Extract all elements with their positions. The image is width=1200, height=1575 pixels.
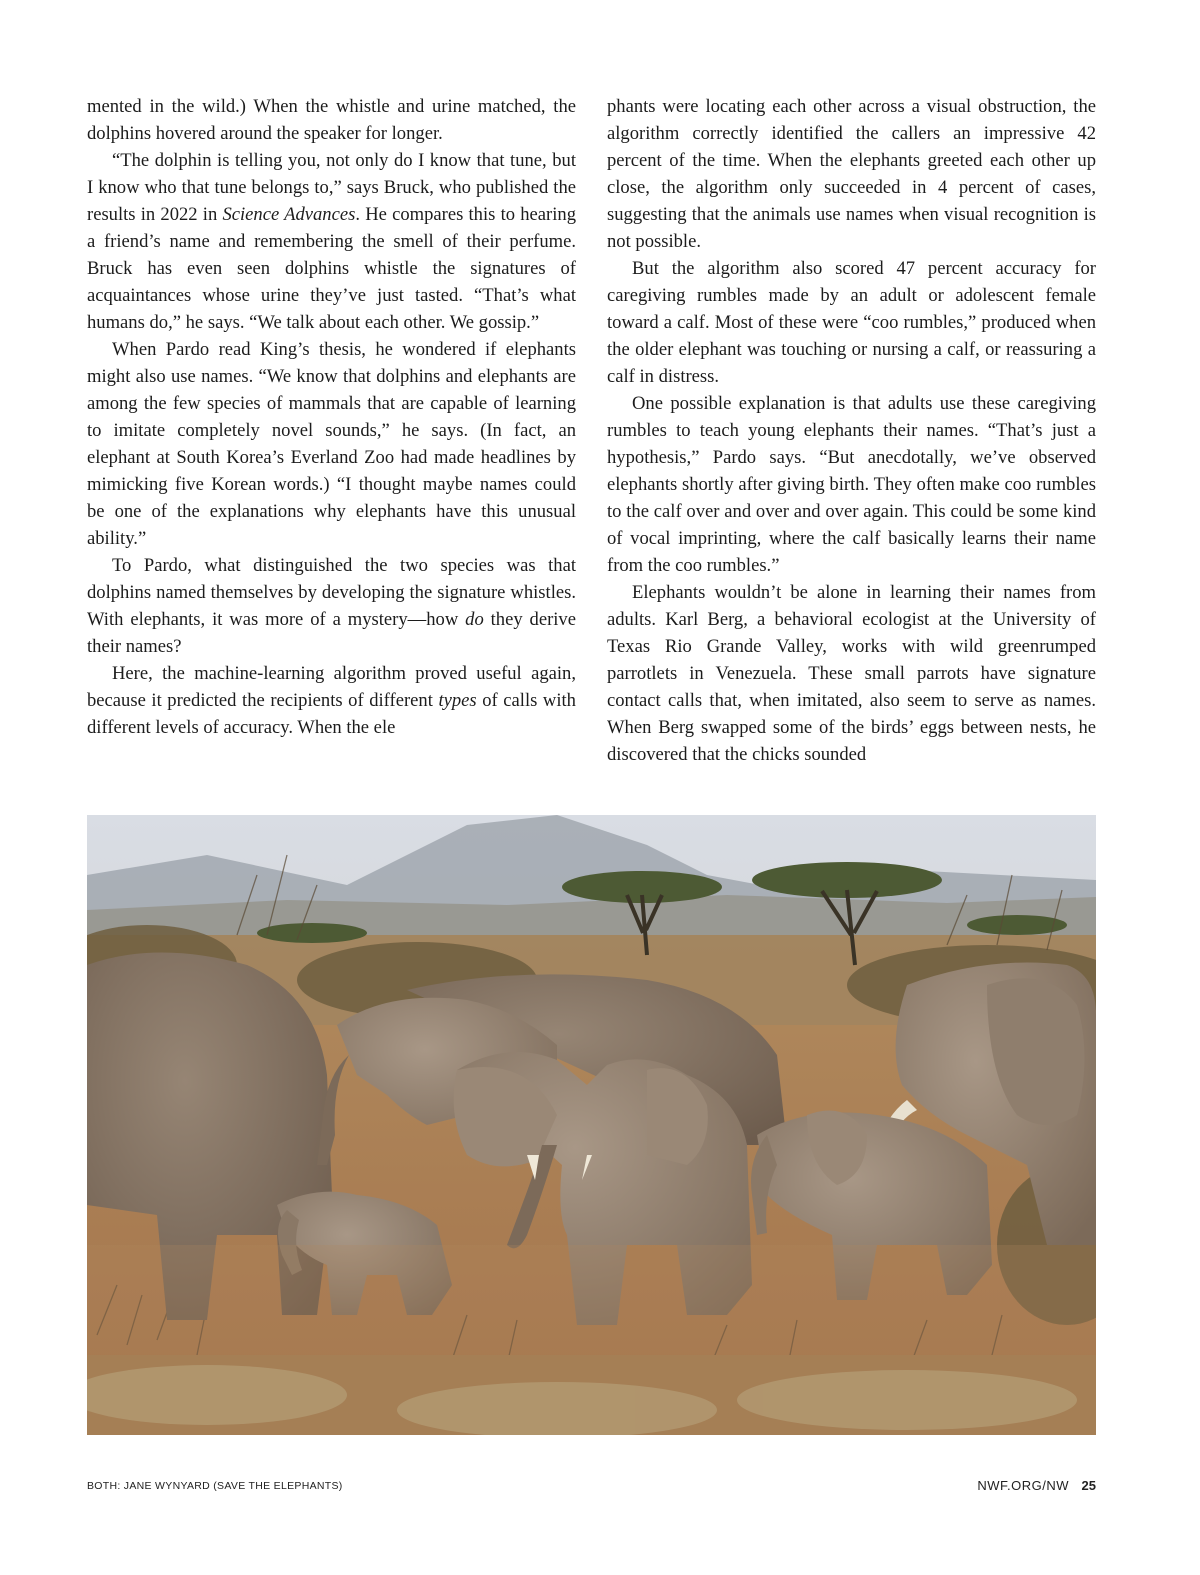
text-run: Elephants wouldn’t be alone in learning their names from adults. Karl Berg, a behavioral ecologist at the University of Texas Rio Grande Valley, works with wild greenrumped parrotlets in Venezuela. These small parrots have signature contact calls that, when imitated, also seem to serve as names. When Berg swapped some of the birds’ eggs between nests, he discovered that the chicks sounded	[607, 582, 1096, 765]
text-run: When Pardo read King’s thesis, he wondered if elephants might also use names. “We know that dolphins and elephants are among the few species of mammals that are capable of learning to imitate completely novel sounds,” he says. (In fact, an elephant at South Korea’s Everland Zoo had made headlines by mimicking five Korean words.) “I thought maybe names could be one of the explanations why elephants have this unusual ability.”	[87, 339, 576, 549]
italic-text: do	[465, 609, 484, 630]
left-column	[87, 93, 576, 741]
paragraph	[87, 147, 576, 336]
paragraph	[607, 255, 1096, 390]
text-run: Here, the machine-learning algorithm proved useful again, because it predicted the recipients of different	[87, 663, 576, 711]
paragraph	[87, 660, 576, 741]
photo-credit: BOTH: JANE WYNYARD (SAVE THE ELEPHANTS)	[87, 1480, 343, 1492]
paragraph	[87, 552, 576, 660]
page-number: 25	[1081, 1478, 1096, 1493]
paragraph	[87, 93, 576, 147]
text-run: . He compares this to hearing a friend’s name and remembering the smell of their perfume. Bruck has even seen dolphins whistle the signatures of acquaintances whose urine they’ve just tasted. “That’s what humans do,” he says. “We talk about each other. We gossip.”	[87, 204, 576, 333]
italic-text: types	[438, 690, 477, 711]
paragraph	[607, 93, 1096, 255]
paragraph	[607, 390, 1096, 579]
italic-text: Science Advances	[222, 204, 356, 225]
paragraph	[607, 579, 1096, 768]
text-run: “The dolphin is telling you, not only do I know that tune, but I know who that tune belongs to,” says Bruck, who published the results in 2022 in	[87, 150, 576, 225]
text-run: To Pardo, what distinguished the two species was that dolphins named themselves by developing the signature whistles. With elephants, it was more of a mystery—how	[87, 555, 576, 630]
text-run: mented in the wild.) When the whistle and urine matched, the dolphins hovered around the speaker for longer.	[87, 96, 576, 144]
elephant-herd-photo	[87, 815, 1096, 1435]
website-url[interactable]: NWF.ORG/NW	[977, 1478, 1069, 1493]
right-column	[607, 93, 1096, 768]
paragraph	[87, 336, 576, 552]
text-run: phants were locating each other across a visual obstruction, the algorithm correctly identified the callers an impressive 42 percent of the time. When the elephants greeted each other up close, the algorithm only succeeded in 4 percent of cases, suggesting that the animals use names when visual recognition is not possible.	[607, 96, 1096, 252]
text-run: But the algorithm also scored 47 percent accuracy for caregiving rumbles made by an adult or adolescent female toward a calf. Most of these were “coo rumbles,” produced when the older elephant was touching or nursing a calf, or reassuring a calf in distress.	[607, 258, 1096, 387]
text-run: they derive their names?	[87, 609, 576, 657]
text-run: of calls with different levels of accuracy. When the ele	[87, 690, 576, 738]
text-run: One possible explanation is that adults use these caregiving rumbles to teach young elephants their names. “That’s just a hypothesis,” Pardo says. “But anecdotally, we’ve observed elephants shortly after giving birth. They often make coo rumbles to the calf over and over and over again. This could be some kind of vocal imprinting, where the calf basically learns their name from the coo rumbles.”	[607, 393, 1096, 576]
page-footer	[87, 1478, 1096, 1496]
